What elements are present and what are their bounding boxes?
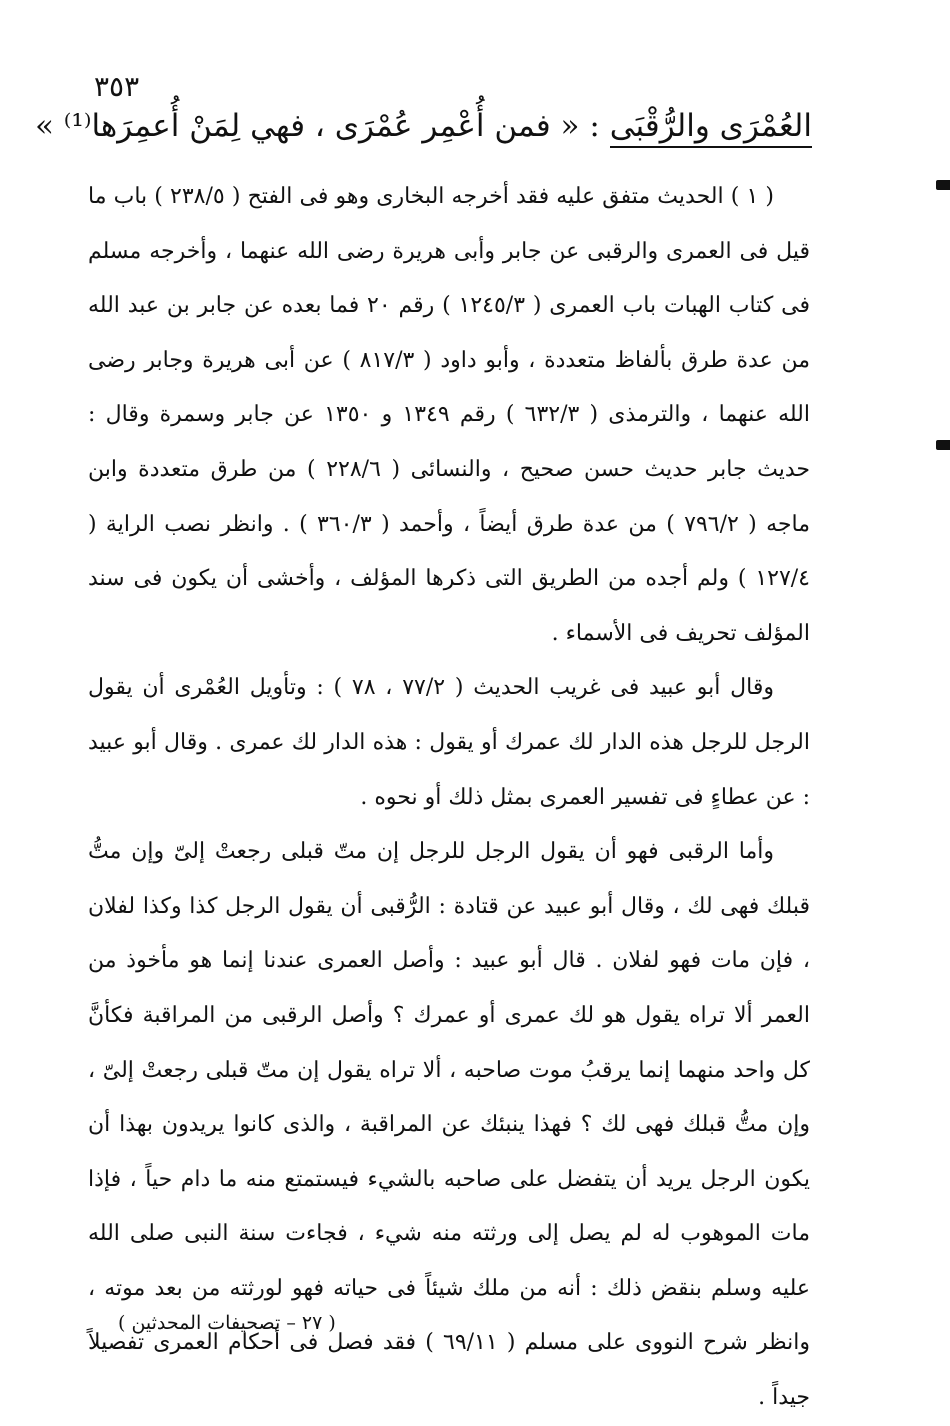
- footnote-paragraph: وقال أبو عبيد فى غريب الحديث ( ٧٧/٢ ، ٧٨ ) : وتأويل العُمْرى أن يقول الرجل للرجل هذه الدار لك عمرك أو يقول : هذه الدار لك عمرى . وقال أبو عبيد : عن عطاءٍ فى تفسير العمرى بمثل ذلك أو نحوه .: [88, 675, 810, 810]
- heading-colon: :: [579, 108, 610, 144]
- scan-edge-mark: [936, 440, 950, 450]
- scan-edge-mark: [936, 180, 950, 190]
- footnote-paragraph: وأما الرقبى فهو أن يقول الرجل للرجل إن متّ قبلى رجعتْ إلىّ وإن متُّ قبلك فهى لك ، وقال أبو عبيد عن قتادة : الرُّقبى أن يقول الرجل كذا وكذا لفلان ، فإن مات فهو لفلان . قال أبو عبيد : وأصل العمرى عندنا إنما هو مأخوذ من العمر ألا تراه يقول هو لك عمرى أو عمرك ؟ وأصل الرقبى من المراقبة فكأنَّ كل واحد منهما إنما يرقبُ موت صاحبه ، ألا تراه يقول إن متّ قبلى رجعتْ إلىّ ، وإن متُّ قبلك فهى لك ؟ فهذا ينبئك عن المراقبة ، والذى كانوا يريدون بهذا أن يكون الرجل يريد أن يتفضل على صاحبه بالشيء فيستمتع منه ما دام حياً ، فإذا مات الموهوب له لم يصل إلى ورثته منه شيء ، فجاءت سنة النبى صلى الله عليه وسلم بنقض ذلك : أنه من ملك شيئاً فى حياته فهو لورثته من بعد موته ، وانظر شرح النووى على مسلم ( ٦٩/١١ ) فقد فصل فى أحكام العمرى تفصيلاً جيداً .: [88, 839, 810, 1411]
- heading-hadith-quote: « فمن أُعْمِر عُمْرَى ، فهي لِمَنْ أُعمِرَها⁽¹⁾ »: [34, 108, 580, 144]
- footnote-paragraph: ( ١ ) الحديث متفق عليه فقد أخرجه البخارى وهو فى الفتح ( ٢٣٨/٥ ) باب ما قيل فى العمرى والرقبى عن جابر وأبى هريرة رضى الله عنهما ، وأخرجه مسلم فى كتاب الهبات باب العمرى ( ١٢٤٥/٣ ) رقم ٢٠ فما بعده عن جابر بن عبد الله من عدة طرق بألفاظ متعددة ، وأبو داود ( ٨١٧/٣ ) عن أبى هريرة وجابر رضى الله عنهما ، والترمذى ( ٦٣٢/٣ ) رقم ١٣٤٩ و ١٣٥٠ عن جابر وسمرة وقال : حديث جابر حديث حسن صحيح ، والنسائى ( ٢٢٨/٦ ) من طرق متعددة وابن ماجه ( ٧٩٦/٢ ) من عدة طرق أيضاً ، وأحمد ( ٣٦٠/٣ ) . وانظر نصب الراية ( ١٢٧/٤ ) ولم أجده من الطريق التى ذكرها المؤلف ، وأخشى أن يكون فى سند المؤلف تحريف فى الأسماء .: [88, 184, 810, 646]
- section-heading: [34, 104, 812, 148]
- signature-footer: ( ٢٧ – تصحيفات المحدثين ): [118, 1312, 336, 1334]
- page-number: ٣٥٣: [94, 70, 140, 103]
- heading-term: العُمْرَى والرُّقْبَى: [610, 108, 812, 148]
- footnote-body: [88, 170, 810, 1426]
